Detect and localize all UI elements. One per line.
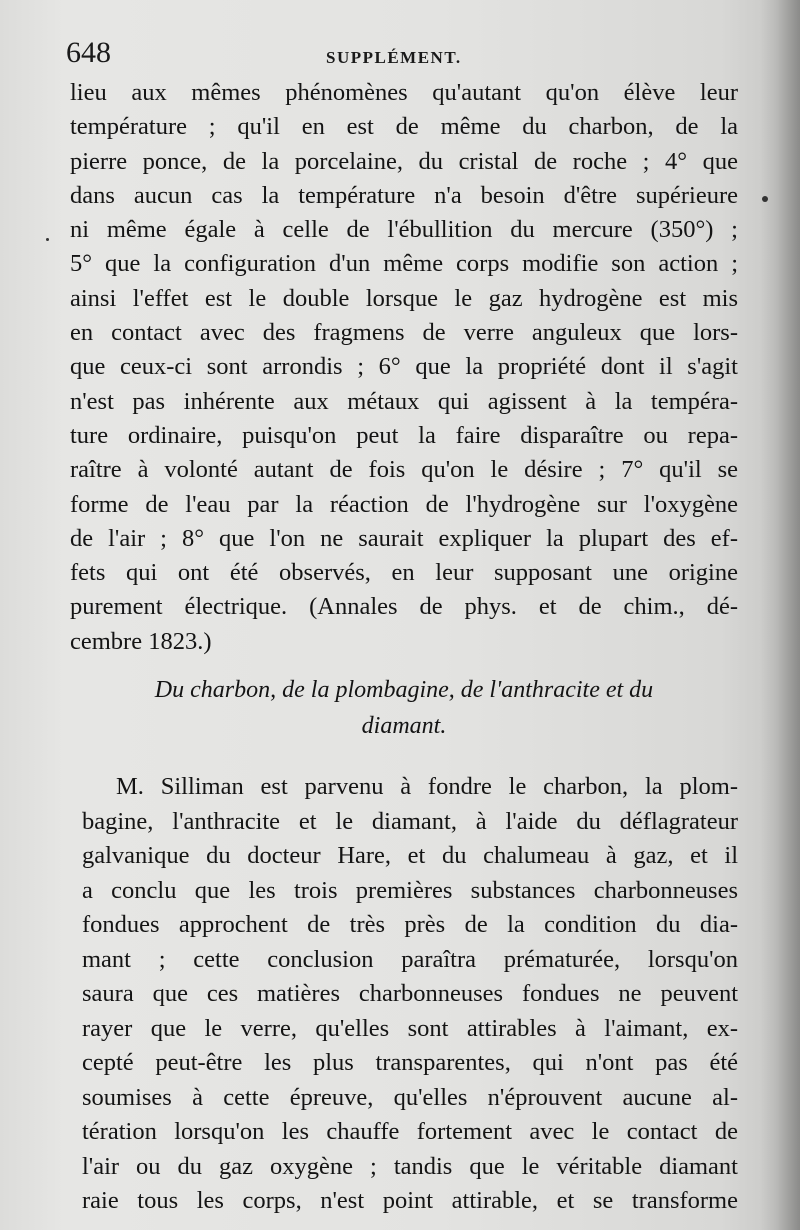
text-line: ni même égale à celle de l'ébullition du mercure (350°) ; <box>70 216 738 244</box>
text-line: dans aucun cas la température n'a besoin d'être supérieure <box>70 181 738 209</box>
text-line-last: cembre 1823.) <box>70 627 212 655</box>
text-line: a conclu que les trois premières substances charbonneuses <box>82 876 738 904</box>
text-line: fets qui ont été observés, en leur supposant une origine <box>70 559 738 587</box>
text-line: purement électrique. (Annales de phys. et de chim., dé- <box>70 593 738 621</box>
text-line: pierre ponce, de la porcelaine, du cristal de roche ; 4° que <box>70 147 738 175</box>
text-line: 5° que la configuration d'un même corps modifie son action ; <box>70 250 738 278</box>
text-line: rayer que le verre, qu'elles sont attirables à l'aimant, ex- <box>82 1014 738 1042</box>
ink-speck <box>46 238 49 241</box>
text-line: bagine, l'anthracite et le diamant, à l'aide du déflagrateur <box>82 807 738 835</box>
text-line: cepté peut-être les plus transparentes, qui n'ont pas été <box>82 1049 738 1076</box>
paragraph-continued <box>70 76 738 659</box>
text-line: lieu aux mêmes phénomènes qu'autant qu'on élève leur <box>70 79 738 106</box>
text-line: raie tous les corps, n'est point attirable, et se transforme <box>82 1187 738 1214</box>
text-line: que ceux-ci sont arrondis ; 6° que la propriété dont il s'agit <box>70 353 738 381</box>
text-line: n'est pas inhérente aux métaux qui agissent à la tempéra- <box>70 387 738 415</box>
text-line: saura que ces matières charbonneuses fondues ne peuvent <box>82 980 738 1007</box>
section-heading <box>70 672 738 744</box>
text-line: tération lorsqu'on les chauffe fortement avec le contact de <box>82 1118 738 1145</box>
section-paragraph <box>82 770 738 1219</box>
text-line: en contact avec des fragmens de verre anguleux que lors- <box>70 319 738 347</box>
text-line: l'air ou du gaz oxygène ; tandis que le véritable diamant <box>82 1152 738 1180</box>
text-line: de l'air ; 8° que l'on ne saurait expliquer la plupart des ef- <box>70 524 738 552</box>
section-heading-line: diamant. <box>361 713 447 739</box>
ink-speck <box>762 196 768 202</box>
text-line: raître à volonté autant de fois qu'on le désire ; 7° qu'il se <box>70 456 738 484</box>
page-number: 648 <box>66 36 111 69</box>
text-line-first: M. Silliman est parvenu à fondre le charbon, la plom- <box>116 773 738 800</box>
text-line: mant ; cette conclusion paraîtra prématurée, lorsqu'on <box>82 945 738 973</box>
text-line: galvanique du docteur Hare, et du chalumeau à gaz, et il <box>82 842 738 869</box>
text-line: ture ordinaire, puisqu'on peut la faire disparaître ou repa- <box>70 421 738 449</box>
section-heading-line: Du charbon, de la plombagine, de l'anthracite et du <box>154 677 654 703</box>
text-line: température ; qu'il en est de même du charbon, de la <box>70 113 738 141</box>
running-head: SUPPLÉMENT. <box>326 48 462 67</box>
text-line: fondues approchent de très près de la condition du dia- <box>82 911 738 938</box>
page-edge-shadow <box>760 0 800 1230</box>
text-line: forme de l'eau par la réaction de l'hydrogène sur l'oxygène <box>70 490 738 518</box>
text-line: soumises à cette épreuve, qu'elles n'éprouvent aucune al- <box>82 1083 738 1111</box>
text-line: ainsi l'effet est le double lorsque le gaz hydrogène est mis <box>70 284 738 312</box>
